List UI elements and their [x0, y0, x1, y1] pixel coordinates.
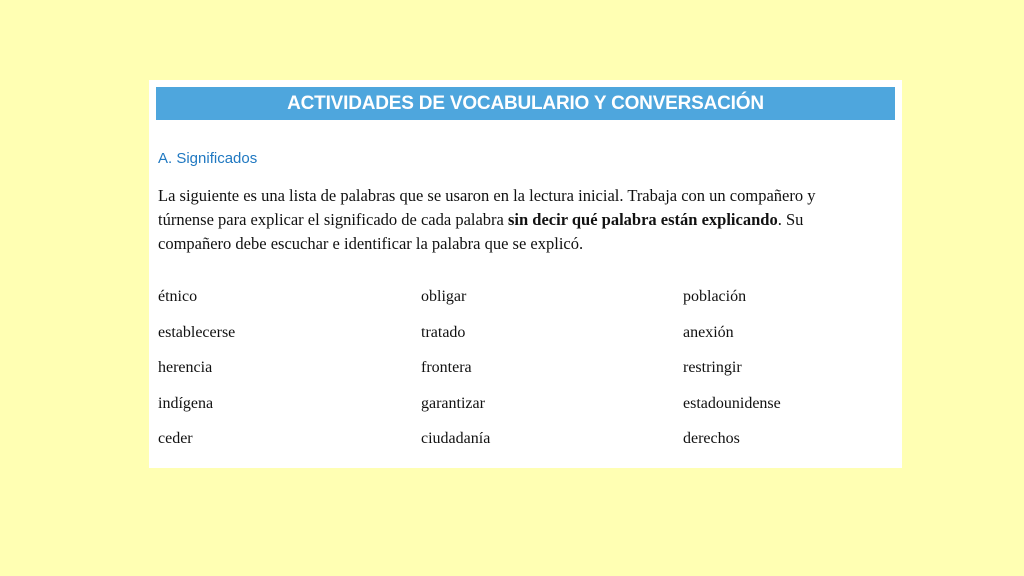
section-heading: A. Significados	[158, 150, 258, 167]
vocabulary-word: tratado	[421, 323, 466, 341]
vocabulary-word: población	[683, 288, 747, 305]
vocabulary-word: étnico	[158, 288, 198, 305]
vocabulary-word: derechos	[683, 430, 740, 447]
vocabulary-word: ceder	[158, 430, 193, 447]
vocabulary-word: frontera	[421, 359, 472, 376]
activity-banner-title: ACTIVIDADES DE VOCABULARIO Y CONVERSACIÓN	[156, 87, 895, 120]
instructions-bold-text: sin decir qué palabra están explicando	[508, 210, 778, 229]
vocabulary-word: indígena	[158, 394, 214, 412]
vocabulary-word-grid	[158, 287, 888, 465]
vocabulary-word: garantizar	[421, 394, 485, 412]
vocabulary-word: restringir	[683, 359, 742, 376]
vocabulary-word: obligar	[421, 288, 467, 305]
vocabulary-word: herencia	[158, 359, 213, 376]
vocabulary-word: ciudadanía	[421, 430, 491, 447]
instructions-paragraph	[158, 184, 868, 256]
content-card	[149, 80, 902, 468]
instructions-text-end: . Su compañero debe escuchar e identificar la palabra que se explicó.	[158, 210, 804, 253]
vocabulary-word: establecerse	[158, 323, 236, 341]
instructions-text-start: La siguiente es una lista de palabras que se usaron en la lectura inicial. Trabaja con un compañero y túrnense para explicar el significado de cada palabra	[158, 186, 816, 229]
vocabulary-word: estadounidense	[683, 394, 781, 412]
vocabulary-word: anexión	[683, 323, 734, 341]
